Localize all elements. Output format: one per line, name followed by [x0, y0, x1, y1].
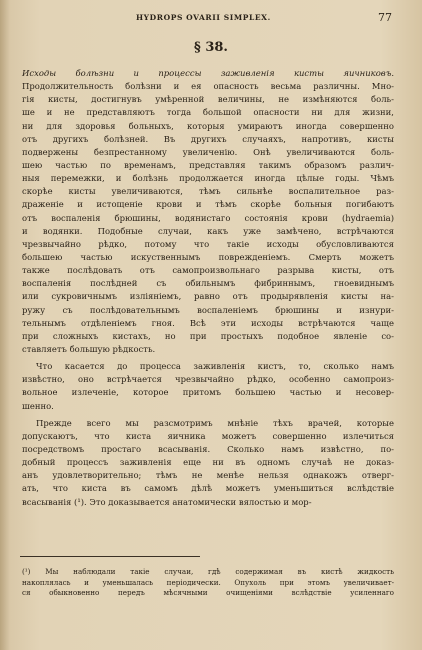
text-line: чрезвычайно рѣдко, потому что такіе исходы обусловливаются	[22, 238, 394, 249]
text-line: отъ другихъ болѣзней. Въ другихъ случаяхъ, напротивъ, кисты	[22, 133, 394, 144]
text-line: драженіе и истощеніе крови и тѣмъ скорѣе больныя погибаютъ	[22, 199, 394, 210]
text-line: шею частью по временамъ, представляя такимъ образомъ различ-	[22, 159, 394, 170]
text-line: извѣстно, оно встрѣчается чрезвычайно рѣдко, особенно самопроиз-	[22, 374, 394, 385]
footnote-line: ся обыкновенно передъ мѣсячными очищеніями вслѣдствіе усиленнаго	[22, 588, 394, 597]
text-line: допускаютъ, что киста яичника можетъ совершенно излечиться	[22, 430, 394, 441]
paragraph-heading: Исходы болѣзни и процессы заживленія кисты яичниковъ.	[22, 68, 394, 78]
text-line: при сложныхъ кистахъ, но при простыхъ подобное явленіе со-	[22, 330, 394, 341]
text-line: ать, что киста въ самомъ дѣлѣ можетъ уменьшиться вслѣдствіе	[22, 483, 394, 494]
text-line: ружу съ послѣдовательнымъ воспаленіемъ брюшины и изнури-	[22, 304, 394, 315]
text-line: ше и не представляютъ тогда большой опасности ни для жизни,	[22, 107, 394, 118]
running-head: HYDROPS OVARII SIMPLEX.	[136, 13, 271, 22]
footnote-divider	[20, 556, 200, 557]
section-number: § 38.	[194, 40, 228, 55]
text-line: добный процессъ заживленія еще ни въ одномъ случаѣ не доказ-	[22, 457, 394, 468]
text-line: Прежде всего мы разсмотримъ мнѣніе тѣхъ врачей, которые	[36, 417, 394, 428]
text-line: ни для здоровья больныхъ, которыя умираютъ иногда совершенно	[22, 120, 394, 131]
text-line: всасыванія (¹). Это доказывается анатомически вялостью и мор-	[22, 496, 312, 507]
text-line: тельнымъ отдѣленіемъ гноя. Всѣ эти исходы встрѣчаются чаще	[22, 317, 394, 328]
text-line: также послѣдовать отъ самопроизвольнаго разрыва кисты, отъ	[22, 265, 394, 276]
text-line: подвержены безпрестанному увеличенію. Онѣ увеличиваются боль-	[22, 146, 394, 157]
text-line: Что касается до процесса заживленія кистъ, то, сколько намъ	[36, 361, 394, 372]
page-number: 77	[378, 11, 392, 24]
page-header	[24, 11, 400, 25]
text-line: воспаленія послѣдней съ обильнымъ фибриннымъ, гноевиднымъ	[22, 278, 394, 289]
text-line: Продолжительность болѣзни и ея опасность весьма различны. Мно-	[22, 81, 394, 92]
footnote-line: (¹) Мы наблюдали такіе случаи, гдѣ содержимая въ кистѣ жидкость	[22, 567, 394, 576]
paragraph	[22, 67, 394, 356]
text-line: ныя перемежки, и болѣзнь продолжается иногда цѣлые годы. Чѣмъ	[22, 173, 394, 184]
body-text	[22, 67, 394, 509]
text-line: отъ воспаленія брюшины, водянистаго состоянія крови (hydraemia)	[22, 212, 394, 223]
text-line: большею частью искуственнымъ поврежденіемъ. Смерть можетъ	[22, 251, 394, 262]
footnote-line: накоплялась и уменьшалась періодически. Опухоль при этомъ увеличивает-	[22, 577, 394, 587]
paragraph	[22, 417, 394, 509]
text-line: ставляетъ большую рѣдкость.	[22, 343, 156, 354]
footnote	[22, 567, 394, 599]
text-line: анъ удовлетворительно; тѣмъ не менѣе нельзя однакожъ отверг-	[22, 470, 394, 481]
text-line: и водянки. Подобные случаи, какъ уже замѣчено, встрѣчаются	[22, 225, 394, 236]
text-line: гія кисты, достигнувъ умѣренной величины, не измѣняются боль-	[22, 94, 394, 105]
paragraph	[22, 360, 394, 413]
text-line: шенно.	[22, 400, 54, 411]
text-line: посредствомъ простаго всасыванія. Сколько намъ извѣстно, по-	[22, 443, 394, 454]
text-line: вольное излеченіе, которое притомъ большею частью и несовер-	[22, 387, 394, 398]
text-line: скорѣе кисты увеличиваются, тѣмъ сильнѣе воспалительное раз-	[22, 186, 394, 197]
text-line: или сукровичнымъ изліяніемъ, равно отъ продырявленія кисты на-	[22, 291, 394, 302]
